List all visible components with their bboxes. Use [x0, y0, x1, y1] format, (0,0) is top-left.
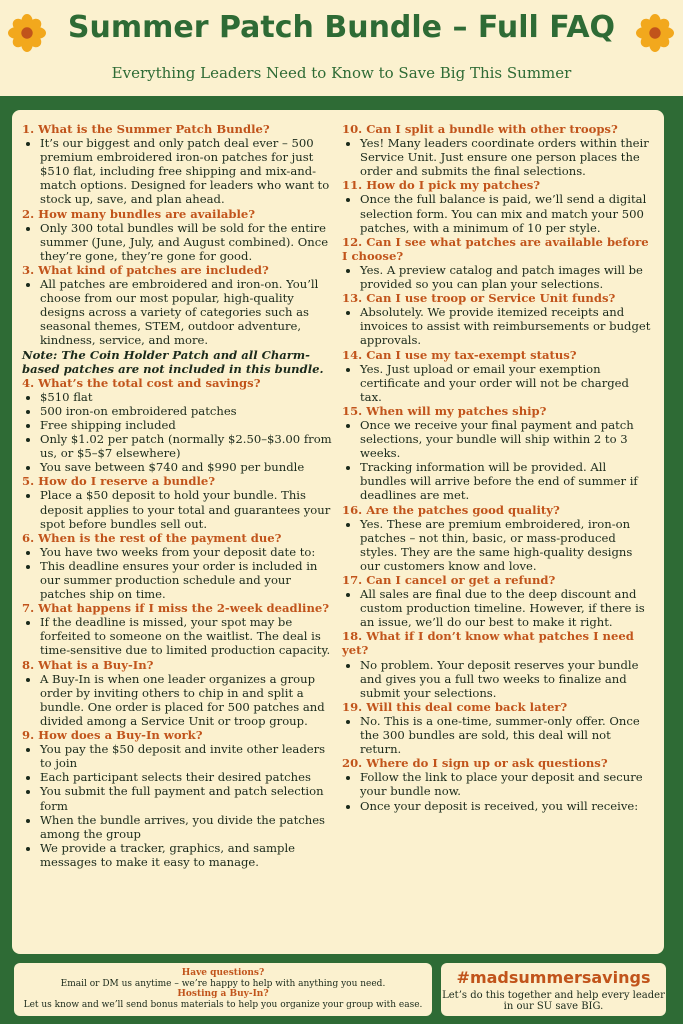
- faq-answer-list: [22, 136, 340, 206]
- page-subtitle: Everything Leaders Need to Know to Save Big This Summer: [111, 64, 572, 82]
- faq-answer: • A Buy-In is when one leader organizes a group order by inviting others to chip in and split a bundle. One order is placed for 500 patches and divided among a Service Unit or troop group.: [40, 672, 340, 728]
- faq-answer-list: [22, 742, 340, 869]
- faq-answer: • No. This is a one-time, summer-only offer. Once the 300 bundles are sold, this deal will not return.: [360, 714, 654, 756]
- faq-answer-list: [22, 545, 340, 559]
- faq-answer-list: [22, 277, 340, 347]
- faq-question: 18. What if I don’t know what patches I need yet?: [342, 629, 634, 658]
- tagline: Let’s do this together and help every leader in our SU save BIG.: [442, 990, 665, 1012]
- faq-answer-list: [342, 263, 654, 291]
- contact-box: [14, 963, 432, 1016]
- hashtag: #madsummersavings: [456, 968, 651, 987]
- faq-question: 9. How does a Buy-In work?: [22, 728, 203, 743]
- faq-answer-list: [342, 418, 654, 503]
- faq-answer-list: [22, 221, 340, 263]
- faq-question: 10. Can I split a bundle with other troops?: [342, 122, 618, 136]
- faq-answer: • You submit the full payment and patch selection form: [40, 784, 340, 812]
- faq-column-right: [342, 122, 654, 813]
- faq-question: 8. What is a Buy-In?: [22, 657, 154, 672]
- faq-answer: • Each participant selects their desired patches: [40, 770, 340, 784]
- faq-answer: • All sales are final due to the deep discount and custom production timeline. However, if there is an issue, we’ll do our best to make it right.: [360, 587, 654, 629]
- faq-answer: • If the deadline is missed, your spot may be forfeited to someone on the waitlist. The deal is time-sensitive due to limited production capacity.: [40, 615, 340, 657]
- faq-answer: • Once we receive your final payment and patch selections, your bundle will ship within 2 to 3 weeks.: [360, 418, 654, 460]
- faq-question: 2. How many bundles are available?: [22, 206, 256, 221]
- sunflower-icon: [636, 14, 674, 52]
- faq-answer: • Once your deposit is received, you will receive:: [360, 799, 654, 813]
- faq-answer: • Only 300 total bundles will be sold for the entire summer (June, July, and August combined). Once they’re gone, they’re gone for good.: [40, 221, 340, 263]
- questions-heading: Have questions?: [181, 968, 265, 978]
- faq-answer-list: [342, 305, 654, 347]
- faq-column-left: [22, 122, 340, 869]
- faq-answer: • No problem. Your deposit reserves your bundle and gives you a full two weeks to finalize and submit your selections.: [360, 658, 654, 700]
- faq-answer: • Tracking information will be provided. All bundles will arrive before the end of summer if deadlines are met.: [360, 460, 654, 502]
- header: [0, 0, 683, 96]
- faq-answer: • 500 iron-on embroidered patches: [40, 404, 340, 418]
- faq-answer: • Yes. Just upload or email your exemption certificate and your order will not be charged tax.: [360, 362, 654, 404]
- faq-question: 7. What happens if I miss the 2-week deadline?: [22, 601, 330, 616]
- faq-answer-list: [342, 362, 654, 404]
- faq-answer-list: [22, 559, 340, 601]
- faq-answer-list: [342, 587, 654, 629]
- faq-answer: • It’s our biggest and only patch deal ever – 500 premium embroidered iron-on patches for just $510 flat, including free shipping and mix-and-match options. Designed for leaders who want to stock up, save, and plan ahead.: [40, 136, 340, 206]
- faq-answer: • You have two weeks from your deposit date to:: [40, 545, 340, 559]
- faq-answer: • This deadline ensures your order is included in our summer production schedule and your patches ship on time.: [40, 559, 340, 601]
- faq-answer: • Yes. These are premium embroidered, iron-on patches – not thin, basic, or mass-produced styles. They are the same high-quality designs our customers know and love.: [360, 517, 654, 573]
- faq-answer: • Absolutely. We provide itemized receipts and invoices to assist with reimbursements or budget approvals.: [360, 305, 654, 347]
- questions-text: Email or DM us anytime – we’re happy to help with anything you need.: [60, 978, 386, 989]
- faq-note: Note: The Coin Holder Patch and all Charm-based patches are not included in this bundle.: [22, 347, 324, 376]
- faq-question: 14. Can I use my tax-exempt status?: [342, 347, 577, 362]
- faq-answer: • You pay the $50 deposit and invite other leaders to join: [40, 742, 340, 770]
- faq-panel: [12, 110, 664, 954]
- faq-answer-list: [342, 658, 654, 700]
- faq-answer: • Free shipping included: [40, 418, 340, 432]
- faq-question: 16. Are the patches good quality?: [342, 502, 560, 517]
- faq-answer-list: [342, 770, 654, 812]
- faq-question: 4. What’s the total cost and savings?: [22, 375, 261, 390]
- faq-answer: • Follow the link to place your deposit and secure your bundle now.: [360, 770, 654, 798]
- faq-question: 12. Can I see what patches are available before I choose?: [342, 234, 649, 263]
- faq-answer-list: [342, 517, 654, 573]
- faq-answer-list: [22, 615, 340, 657]
- faq-question: 15. When will my patches ship?: [342, 403, 547, 418]
- buyin-heading: Hosting a Buy-In?: [177, 989, 269, 1000]
- faq-answer: • When the bundle arrives, you divide the patches among the group: [40, 813, 340, 841]
- faq-answer-list: [22, 488, 340, 530]
- faq-question: 19. Will this deal come back later?: [342, 699, 568, 714]
- faq-answer: • Yes! Many leaders coordinate orders within their Service Unit. Just ensure one person places the order and submits the final selections.: [360, 136, 654, 178]
- faq-answer-list: [342, 714, 654, 756]
- faq-answer: • All patches are embroidered and iron-on. You’ll choose from our most popular, high-quality designs across a variety of categories such as seasonal themes, STEM, outdoor adventure, kindness, service, and more.: [40, 277, 340, 347]
- faq-question: 20. Where do I sign up or ask questions?: [342, 756, 608, 771]
- faq-answer: • You save between $740 and $990 per bundle: [40, 460, 340, 474]
- faq-question: 13. Can I use troop or Service Unit funds?: [342, 291, 616, 306]
- hashtag-box: [441, 963, 666, 1016]
- faq-answer-list: [22, 672, 340, 728]
- faq-question: 1. What is the Summer Patch Bundle?: [22, 122, 270, 136]
- buyin-text: Let us know and we’ll send bonus materials to help you organize your group with ease.: [23, 999, 423, 1010]
- faq-question: 11. How do I pick my patches?: [342, 178, 541, 193]
- faq-answer: • $510 flat: [40, 390, 340, 404]
- faq-question: 17. Can I cancel or get a refund?: [342, 573, 556, 587]
- faq-answer-list: [342, 192, 654, 234]
- faq-question: 6. When is the rest of the payment due?: [22, 530, 282, 545]
- faq-answer: • Once the full balance is paid, we’ll send a digital selection form. You can mix and match your 500 patches, with a minimum of 10 per style.: [360, 192, 654, 234]
- faq-answer: • Only $1.02 per patch (normally $2.50–$3.00 from us, or $5–$7 elsewhere): [40, 432, 340, 460]
- faq-answer-list: [22, 390, 340, 475]
- faq-answer: • Place a $50 deposit to hold your bundle. This deposit applies to your total and guarantees your spot before bundles sell out.: [40, 488, 340, 530]
- faq-answer: • We provide a tracker, graphics, and sample messages to make it easy to manage.: [40, 841, 340, 869]
- page-title: Summer Patch Bundle – Full FAQ: [67, 10, 616, 45]
- faq-question: 5. How do I reserve a bundle?: [22, 474, 216, 489]
- faq-answer: • Yes. A preview catalog and patch images will be provided so you can plan your selections.: [360, 263, 654, 291]
- faq-question: 3. What kind of patches are included?: [22, 262, 269, 277]
- faq-answer-list: [342, 136, 654, 178]
